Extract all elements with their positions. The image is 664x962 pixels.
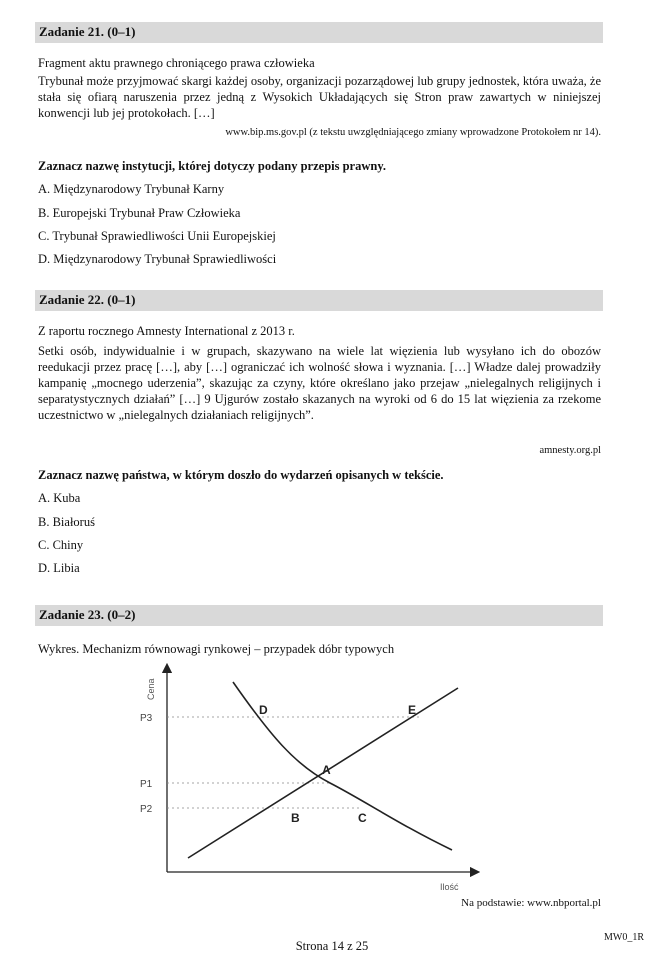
task-header-label: Zadanie 23. (0–2) (39, 607, 136, 622)
answer-option[interactable]: C. Chiny (38, 538, 84, 552)
answer-option[interactable]: A. Kuba (38, 491, 81, 505)
answer-option[interactable]: D. Międzynarodowy Trybunał Sprawiedliwości (38, 252, 277, 266)
source-text: Setki osób, indywidualnie i w grupach, skazywano na wiele lat więzienia lub wysyłano ich do obozów reedukacji przez pracę […], aby […] ograniczać ich wolność słowa i wyznania. […] Władze dalej prowadziły kampanię „mocnego uderzenia”, skazując za czyny, które określano jako przejaw „nielegalnych religijnych i separatystycznych działań” […] 9 Ujgurów zostało skazanych na wyroki od 6 do 15 lat więzienia za rzekome uczestnictwo w „nielegalnych działaniach religijnych”. (38, 344, 601, 422)
point-label-a: A (322, 763, 331, 777)
task-question: Zaznacz nazwę państwa, w którym doszło do wydarzeń opisanych w tekście. (38, 468, 444, 482)
page-number: Strona 14 z 25 (295, 939, 369, 953)
chart-caption: Wykres. Mechanizm równowagi rynkowej – przypadek dóbr typowych (38, 642, 395, 656)
source-intro: Fragment aktu prawnego chroniącego prawa człowieka (38, 56, 315, 70)
source-text: Trybunał może przyjmować skargi każdej osoby, organizacji pozarządowej lub grupy jednostek, która uważa, że stała się ofiarą naruszenia przez jedną z Wysokich Układających się Stron praw zawartych w niniejszej konwencji lub jej protokołach. […] (38, 74, 601, 120)
answer-option[interactable]: C. Trybunał Sprawiedliwości Unii Europejskiej (38, 229, 276, 243)
point-label-c: C (358, 811, 367, 825)
task-header-label: Zadanie 22. (0–1) (39, 292, 136, 307)
source-intro: Z raportu rocznego Amnesty International z 2013 r. (38, 324, 295, 338)
source-citation: amnesty.org.pl (539, 445, 601, 456)
point-label-d: D (259, 703, 268, 717)
point-label-b: B (291, 811, 300, 825)
answer-option[interactable]: A. Międzynarodowy Trybunał Karny (38, 182, 225, 196)
task-header-label: Zadanie 21. (0–1) (39, 24, 136, 39)
answer-option[interactable]: D. Libia (38, 561, 80, 575)
chart-source: Na podstawie: www.nbportal.pl (461, 897, 601, 909)
exam-code: MW0_1R (604, 932, 644, 943)
tick-label-p1: P1 (140, 779, 153, 790)
answer-option[interactable]: B. Białoruś (38, 515, 95, 529)
x-axis-label: Ilość (440, 882, 459, 892)
tick-label-p3: P3 (140, 713, 153, 724)
point-label-e: E (408, 703, 417, 717)
task-question: Zaznacz nazwę instytucji, której dotyczy podany przepis prawny. (38, 159, 387, 173)
source-citation: www.bip.ms.gov.pl (z tekstu uwzględniającego zmiany wprowadzone Protokołem nr 14). (225, 127, 601, 138)
answer-option[interactable]: B. Europejski Trybunał Praw Człowieka (38, 206, 241, 220)
y-axis-label: Cena (146, 678, 156, 700)
tick-label-p2: P2 (140, 804, 153, 815)
